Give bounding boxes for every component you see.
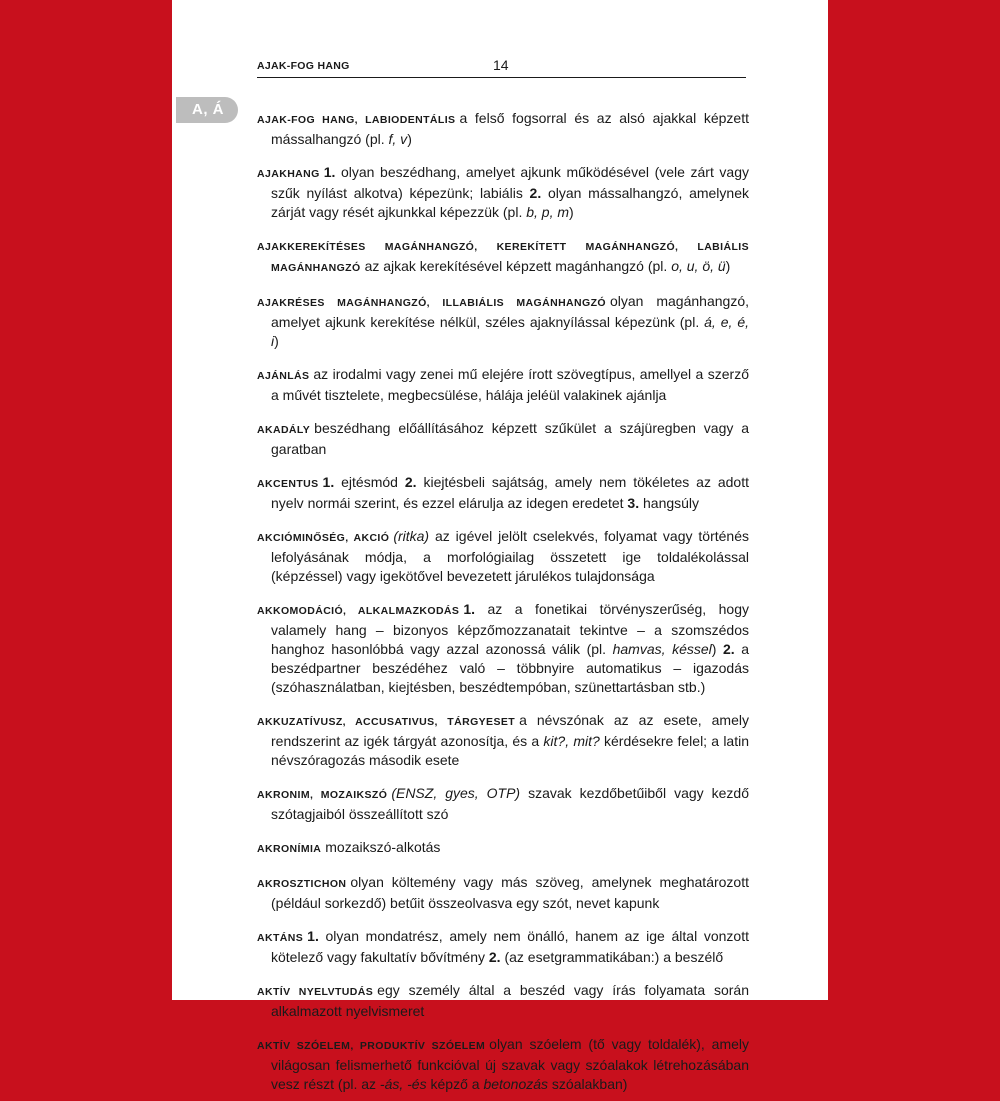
definition-text: ): [711, 641, 723, 657]
dictionary-entry: [257, 1035, 749, 1094]
definition-text: ejtésmód: [334, 474, 405, 490]
entry-headword: AJAKRÉSES MAGÁNHANGZÓ, ILLABIÁLIS MAGÁNHANGZÓ: [257, 297, 606, 309]
entry-list: [257, 95, 749, 1101]
dictionary-entry: [257, 600, 749, 697]
definition-text: szavak kezdőbetűiből vagy kezdő szótagjaiból összeállított szó: [271, 785, 749, 822]
definition-text: mozaikszó-alkotás: [325, 839, 441, 855]
entry-headword: AKADÁLY: [257, 424, 311, 436]
entry-headword: AKRONIM, MOZAIKSZÓ: [257, 789, 388, 801]
sense-number: 1.: [307, 928, 319, 944]
page-number: 14: [493, 57, 509, 73]
dictionary-entry: [257, 927, 749, 967]
dictionary-page: [172, 0, 828, 1092]
italic-example: hamvas, késsel: [612, 641, 712, 657]
dictionary-entry: [257, 236, 749, 278]
dictionary-entry: [257, 711, 749, 770]
definition-text: a névszónak az az esete, amely rendszerint az igék tárgyát azonosítja, és a: [271, 712, 749, 749]
definition-text: ): [407, 131, 412, 147]
definition-text: beszédhang előállításához képzett szűkület a szájüregben vagy a garatban: [271, 420, 749, 457]
definition-text: képző a: [426, 1076, 484, 1092]
running-head-title: AJAK-FOG HANG: [257, 60, 350, 72]
letter-thumb-tab: A, Á: [176, 97, 238, 123]
entry-headword: AJAKHANG: [257, 168, 320, 180]
dictionary-entry: [257, 981, 749, 1021]
dictionary-entry: [257, 838, 749, 859]
entry-headword: AKRONÍMIA: [257, 843, 322, 855]
definition-text: szóalakban): [548, 1076, 628, 1092]
definition-text: a beszédpartner beszédéhez való – többnyire automatikus – igazodás (szóhasználatban, kiejtésben, beszédtempóban, szünettartásban stb.): [271, 641, 750, 695]
dictionary-entry: [257, 365, 749, 405]
entry-headword: AJAKKEREKÍTÉSES MAGÁNHANGZÓ, KEREKÍTETT MAGÁNHANGZÓ, LABIÁLIS MAGÁNHANGZÓ: [257, 241, 749, 274]
sense-number: 2.: [529, 185, 542, 201]
definition-text: egy személy által a beszéd vagy írás folyamata során alkalmazott nyelvismeret: [271, 982, 749, 1019]
entry-headword: AKCENTUS: [257, 478, 319, 490]
definition-text: ): [569, 204, 574, 220]
definition-text: (az esetgrammatikában:) a beszélő: [500, 949, 724, 965]
definition-text: az irodalmi vagy zenei mű elejére írott szövegtípus, amellyel a szerző a művét tisztelete, megbecsülése, hálája jeléül valakinek ajánlja: [271, 366, 749, 403]
dictionary-entry: [257, 473, 749, 513]
italic-example: -ás, -és: [379, 1076, 427, 1092]
definition-text: kérdésekre felel; a latin névszóragozás második esete: [271, 733, 749, 768]
sense-number: 2.: [722, 641, 735, 657]
sense-number: 1.: [463, 601, 476, 617]
definition-text: ): [274, 333, 279, 349]
definition-text: olyan magánhangzó, amelyet ajkunk kerekítése nélkül, széles ajaknyílással képezünk (pl.: [271, 293, 749, 330]
entry-headword: AKTÍV SZÓELEM, PRODUKTÍV SZÓELEM: [257, 1040, 486, 1052]
dictionary-entry: [257, 784, 749, 824]
sense-number: 3.: [627, 495, 640, 511]
italic-example: (ENSZ, gyes, OTP): [391, 785, 521, 801]
entry-headword: AKROSZTICHON: [257, 878, 347, 890]
italic-example: b, p, m: [526, 204, 570, 220]
definition-text: kiejtésbeli sajátság, amely nem tökéletes az adott nyelv normái szerint, és ezzel elárulja az idegen eredetet: [271, 474, 749, 511]
sense-number: 1.: [322, 474, 335, 490]
definition-text: hangsúly: [639, 495, 700, 511]
definition-text: a felső fogsorral és az alsó ajakkal képzett mássalhangzó (pl.: [271, 110, 749, 147]
dictionary-entry: [257, 419, 749, 459]
dictionary-entry: [257, 527, 749, 586]
definition-text: olyan szóelem (tő vagy toldalék), amely világosan felismerhető funkcióval új szavak vagy szóalakok létrehozásában vesz részt (pl. az: [271, 1036, 750, 1092]
sense-number: 2.: [488, 949, 501, 965]
definition-text: az a fonetikai törvényszerűség, hogy valamely hang – bizonyos képzőmozzanatait tekintve – a szomszédos hanghoz hasonlóbbá vagy azzal azonossá válik (pl.: [271, 601, 749, 657]
italic-example: kit?, mit?: [543, 733, 600, 749]
dictionary-entry: [257, 873, 749, 913]
definition-text: olyan mássalhangzó, amelynek zárját vagy rését ajkunkkal képezzük (pl.: [271, 185, 749, 220]
definition-text: olyan beszédhang, amelyet ajkunk működésével (vele zárt vagy szűk nyílást alkotva) képezünk; labiális: [271, 164, 749, 201]
definition-text: az igével jelölt cselekvés, folyamat vagy történés lefolyásának módja, a morfológiailag összetett ige toldalékolással (képzéssel) vagy igekötővel bevezetett járulékos tulajdonsága: [271, 528, 749, 584]
entry-headword: AKCIÓMINŐSÉG, AKCIÓ: [257, 532, 390, 544]
entry-headword: AKTÁNS: [257, 932, 304, 944]
sense-number: 2.: [404, 474, 417, 490]
definition-text: ): [725, 258, 731, 274]
running-head: [257, 57, 746, 78]
definition-text: olyan mondatrész, amely nem önálló, hanem az ige által vonzott kötelező vagy fakultatív bővítmény: [271, 928, 749, 965]
sense-number: 1.: [323, 164, 336, 180]
entry-headword: AKKOMODÁCIÓ, ALKALMAZKODÁS: [257, 605, 460, 617]
italic-example: (ritka): [393, 528, 430, 544]
entry-headword: AKTÍV NYELVTUDÁS: [257, 986, 374, 998]
italic-example: f, v: [388, 131, 408, 147]
entry-headword: AJÁNLÁS: [257, 370, 310, 382]
entry-headword: AKKUZATÍVUSZ, ACCUSATIVUS, TÁRGYESET: [257, 716, 516, 728]
italic-example: betonozás: [483, 1076, 549, 1092]
definition-text: olyan költemény vagy más szöveg, amelynek meghatározott (például sorkezdő) betűit összeolvasva egy szót, nevet kapunk: [271, 874, 749, 911]
dictionary-entry: [257, 163, 749, 222]
dictionary-entry: [257, 292, 749, 351]
entry-headword: AJAK-FOG HANG, LABIODENTÁLIS: [257, 114, 456, 126]
dictionary-entry: [257, 109, 749, 149]
italic-example: á, e, é, i: [271, 314, 749, 349]
italic-example: o, u, ö, ü: [671, 258, 726, 274]
definition-text: az ajkak kerekítésével képzett magánhangzó (pl.: [364, 258, 672, 274]
